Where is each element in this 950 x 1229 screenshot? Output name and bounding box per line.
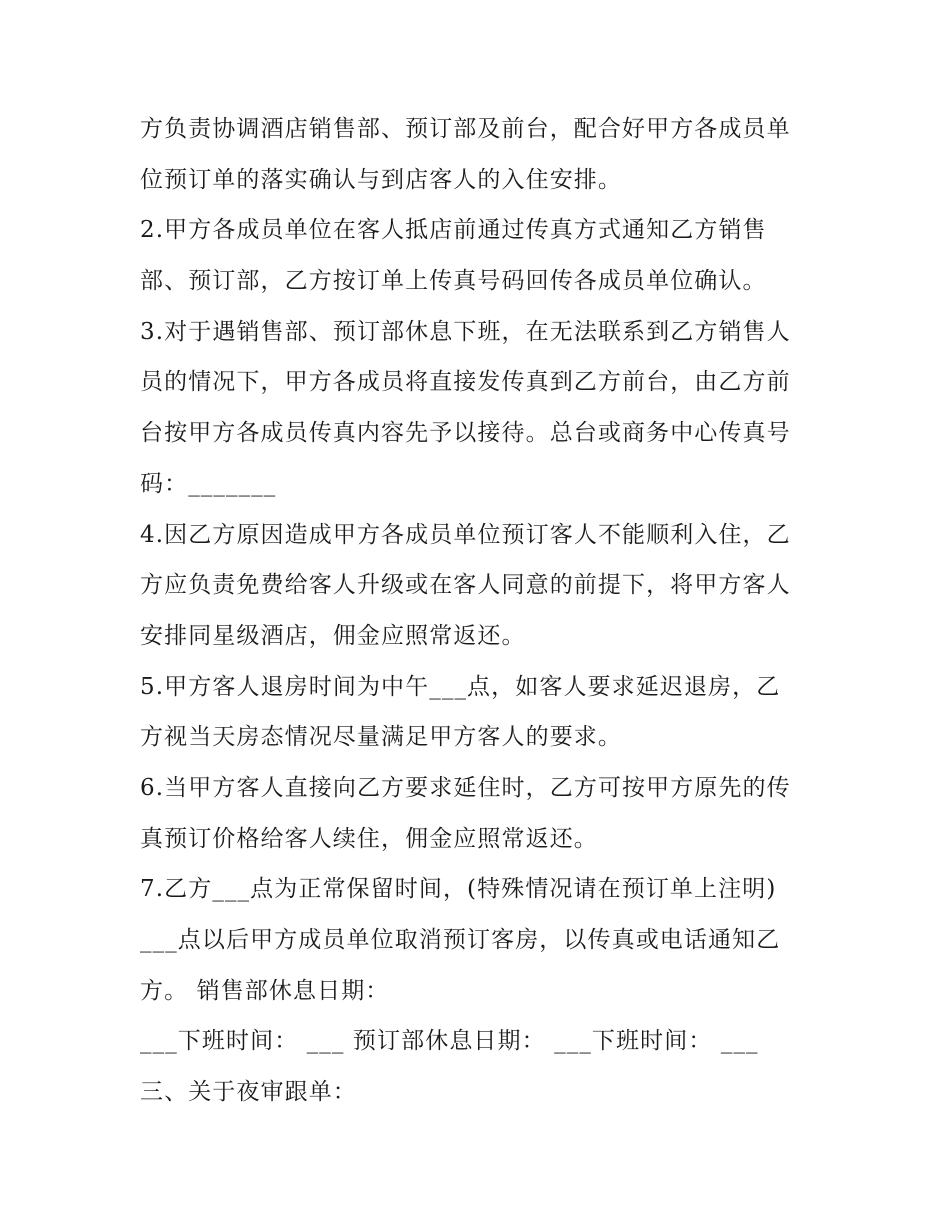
- text-line: 方应负责免费给客人升级或在客人同意的前提下，将甲方客人: [140, 572, 791, 599]
- text-line: 真预订价格给客人续住，佣金应照常返还。: [140, 825, 598, 852]
- text-line: ___点以后甲方成员单位取消预订客房，以传真或电话通知乙: [140, 927, 781, 953]
- text-line: 5.甲方客人退房时间为中午___点，如客人要求延迟退房，乙: [140, 673, 781, 700]
- text-line: 3.对于遇销售部、预订部休息下班，在无法联系到乙方销售人: [140, 318, 791, 345]
- document-body: [140, 104, 830, 1118]
- text-line: 安排同星级酒店，佣金应照常返还。: [140, 622, 526, 649]
- text-line: 码：_______: [140, 470, 277, 497]
- text-line: 方负责协调酒店销售部、预订部及前台，配合好甲方各成员单: [140, 116, 791, 142]
- text-line: 2.甲方各成员单位在客人抵店前通过传真方式通知乙方销售: [140, 217, 767, 244]
- text-line: 6.当甲方客人直接向乙方要求延住时，乙方可按甲方原先的传: [140, 774, 791, 801]
- text-line: 方。 销售部休息日期：: [140, 977, 390, 1004]
- text-line: ___下班时间： ___ 预订部休息日期： ___下班时间： ___: [140, 1028, 759, 1055]
- text-line: 位预订单的落实确认与到店客人的入住安排。: [140, 166, 622, 193]
- text-line: 方视当天房态情况尽量满足甲方客人的要求。: [140, 724, 622, 751]
- text-line: 员的情况下，甲方各成员将直接发传真到乙方前台，由乙方前: [140, 369, 791, 396]
- text-line: 4.因乙方原因造成甲方各成员单位预订客人不能顺利入住，乙: [140, 521, 791, 548]
- text-line: 7.乙方___点为正常保留时间，(特殊情况请在预订单上注明): [140, 876, 777, 903]
- text-line: 部、预订部，乙方按订单上传真号码回传各成员单位确认。: [140, 268, 767, 295]
- text-line: 台按甲方各成员传真内容先予以接待。总台或商务中心传真号: [140, 420, 791, 447]
- section-heading: 三、关于夜审跟单：: [140, 1079, 357, 1106]
